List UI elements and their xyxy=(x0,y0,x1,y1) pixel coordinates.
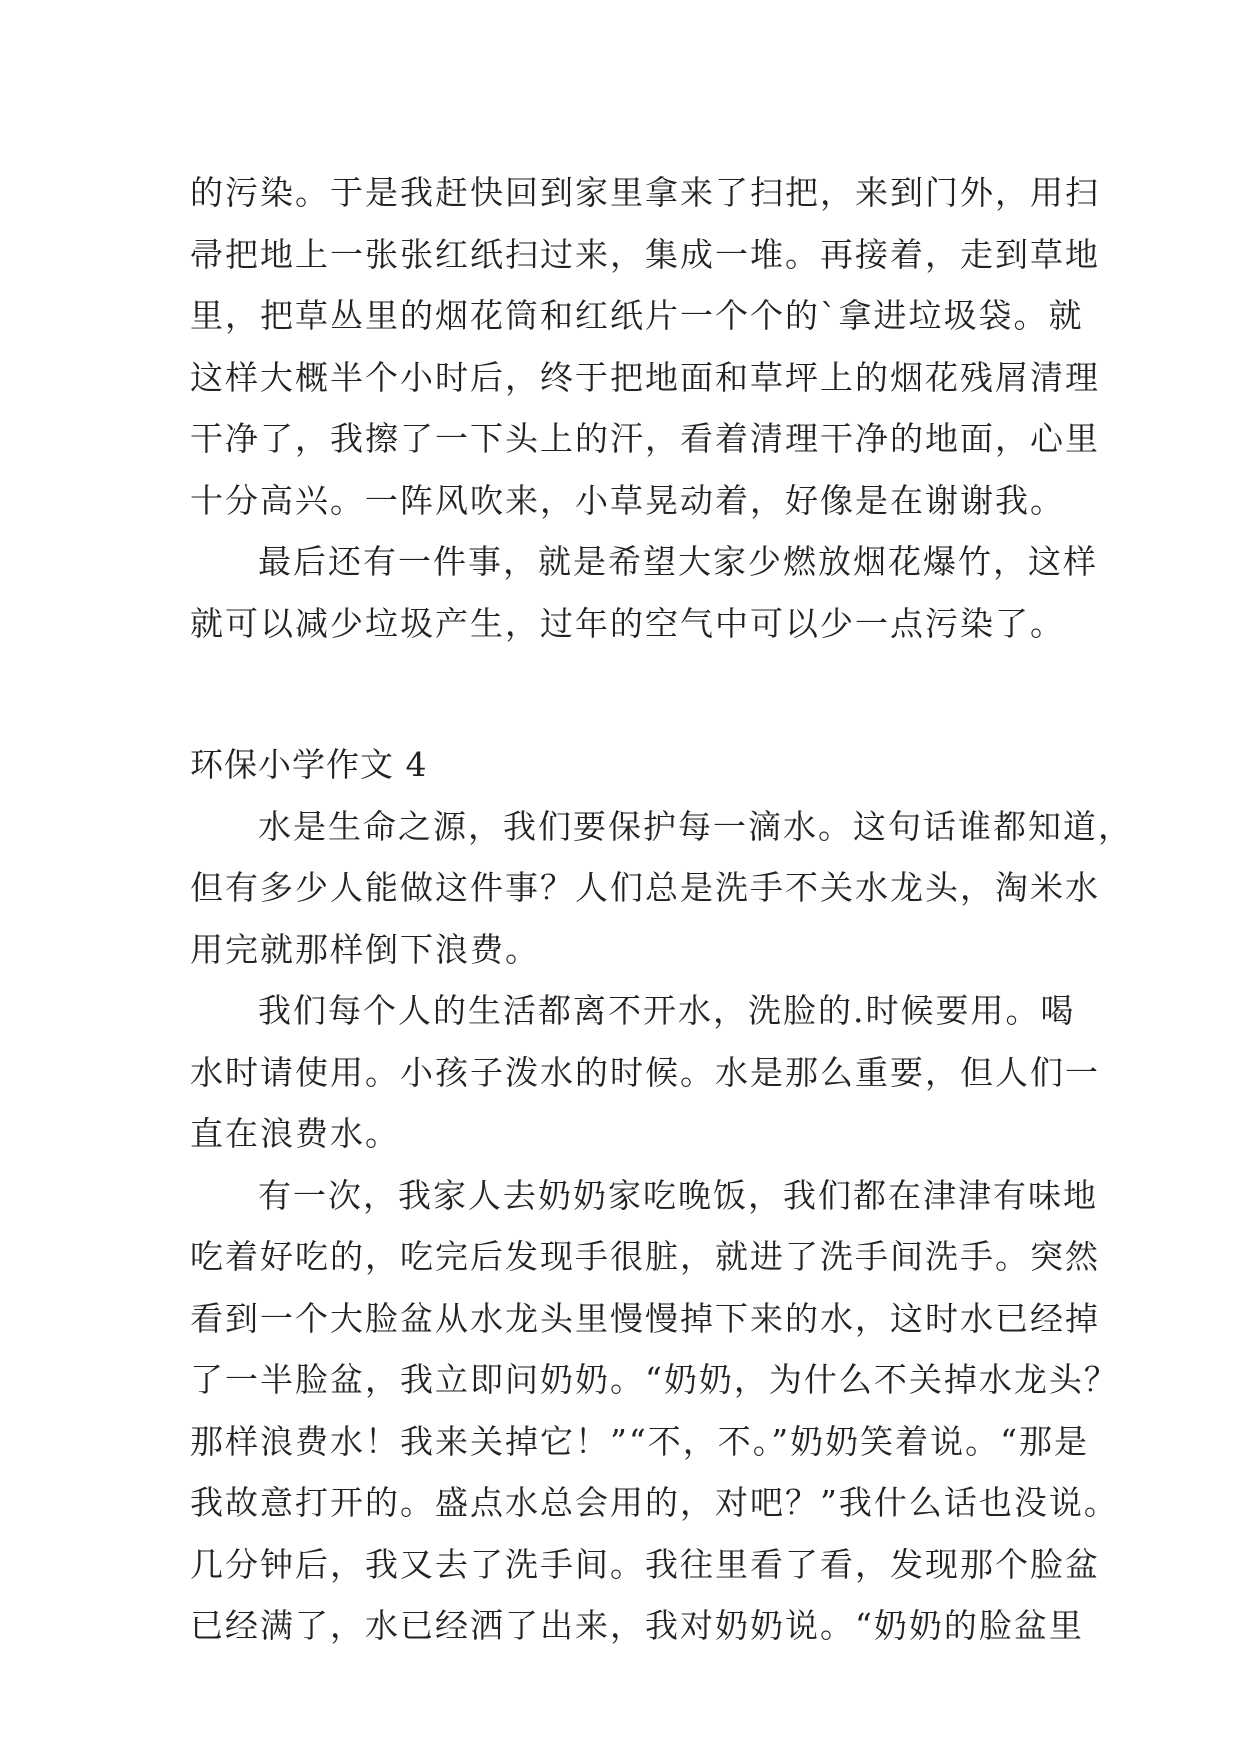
closing-paragraph xyxy=(190,531,1098,654)
paragraph-1 xyxy=(190,796,1133,981)
text-line: 吃着好吃的，吃完后发现手很脏，就进了洗手间洗手。突然 xyxy=(190,1237,1100,1276)
section-title: 环保小学作文 4 xyxy=(190,745,428,784)
text-line: 里，把草丛里的烟花筒和红纸片一个个的`拿进垃圾袋。就 xyxy=(190,296,1084,335)
text-line: 水时请使用。小孩子泼水的时候。水是那么重要，但人们一 xyxy=(190,1052,1100,1092)
text-line: 十分高兴。一阵风吹来，小草晃动着，好像是在谢谢我。 xyxy=(190,480,1065,520)
text-line: 用完就那样倒下浪费。 xyxy=(190,929,540,969)
text-line: 有一次，我家人去奶奶家吃晚饭，我们都在津津有味地 xyxy=(258,1175,1098,1215)
section-gap xyxy=(190,654,1090,734)
text-line: 就可以减少垃圾产生，过年的空气中可以少一点污染了。 xyxy=(190,603,1065,643)
text-line: 干净了，我擦了一下头上的汗，看着清理干净的地面，心里 xyxy=(190,419,1100,458)
text-line: 我故意打开的。盛点水总会用的，对吧？”我什么话也没说。 xyxy=(190,1483,1119,1522)
text-line: 的污染。于是我赶快回到家里拿来了扫把，来到门外，用扫 xyxy=(190,173,1100,212)
text-line: 看到一个大脸盆从水龙头里慢慢掉下来的水，这时水已经掉 xyxy=(190,1298,1100,1338)
text-line: 但有多少人能做这件事？人们总是洗手不关水龙头，淘米水 xyxy=(190,868,1100,907)
text-line: 了一半脸盆，我立即问奶奶。“奶奶，为什么不关掉水龙头？ xyxy=(190,1360,1119,1399)
document-body xyxy=(190,162,1133,1657)
text-line: 我们每个人的生活都离不开水，洗脸的.时候要用。喝 xyxy=(258,991,1076,1030)
continuation-paragraph xyxy=(190,162,1100,531)
text-line: 最后还有一件事，就是希望大家少燃放烟花爆竹，这样 xyxy=(258,542,1098,581)
paragraph-2 xyxy=(190,980,1100,1165)
text-line: 帚把地上一张张红纸扫过来，集成一堆。再接着，走到草地 xyxy=(190,234,1100,274)
text-line: 已经满了，水已经洒了出来，我对奶奶说。“奶奶的脸盆里 xyxy=(190,1606,1084,1645)
paragraph-3 xyxy=(190,1165,1119,1657)
text-line: 这样大概半个小时后，终于把地面和草坪上的烟花残屑清理 xyxy=(190,357,1100,397)
text-line: 那样浪费水！我来关掉它！”“不，不。”奶奶笑着说。“那是 xyxy=(190,1421,1089,1461)
text-line: 水是生命之源，我们要保护每一滴水。这句话谁都知道， xyxy=(258,806,1133,846)
text-line: 直在浪费水。 xyxy=(190,1114,400,1153)
text-line: 几分钟后，我又去了洗手间。我往里看了看，发现那个脸盆 xyxy=(190,1544,1100,1584)
